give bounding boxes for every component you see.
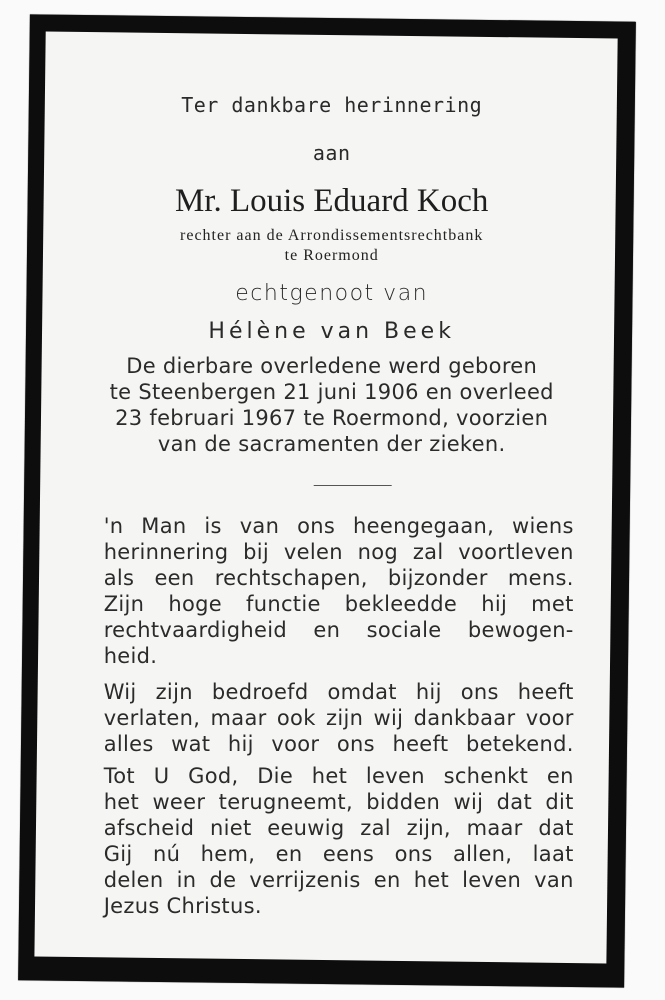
paragraph-line: Tot U God, Die het leven schenkt en (103, 764, 574, 789)
paragraph-line: 'n Man is van ons heengegaan, wiens (103, 514, 574, 539)
card-inner-panel (34, 32, 617, 964)
paragraph-line: Wij zijn bedroefd omdat hij ons heeft (103, 680, 574, 705)
spouse-name: Hélène van Beek (208, 319, 455, 345)
biography-line: 23 februari 1967 te Roermond, voorzien (115, 406, 549, 431)
paragraph-line: delen in de verrijzenis en het leven van (103, 868, 574, 893)
preposition: aan (312, 141, 351, 166)
paragraph-line: Jezus Christus. (103, 894, 262, 919)
paragraph-line: verlaten, maar ook zijn wij dankbaar voor (103, 706, 574, 731)
paragraph-sorrow (104, 679, 574, 757)
heading: Ter dankbare herinnering (181, 93, 483, 118)
paragraph-line: Gij nú hem, en eens ons allen, laat (103, 842, 574, 867)
paragraph-tribute (104, 513, 574, 669)
paragraph-line: als een rechtschapen, bijzonder mens. (103, 566, 574, 591)
paragraph-line: herinnering bij velen nog zal voortleven (103, 540, 574, 565)
biography-line: van de sacramenten der zieken. (157, 432, 506, 457)
paragraph-line: rechtvaardigheid en sociale bewogen- (103, 618, 574, 643)
paragraph-line: heid. (103, 644, 158, 669)
paragraph-line: alles wat hij voor ons heeft betekend. (103, 732, 574, 757)
divider (314, 485, 392, 486)
paragraph-line: het weer terugneemt, bidden wij dat dit (103, 790, 574, 815)
deceased-name: Mr. Louis Eduard Koch (174, 183, 489, 220)
paragraph-prayer (104, 763, 574, 919)
spouse-intro: echtgenoot van (235, 281, 429, 307)
title-line-1: rechter aan de Arrondissementsrechtbank (180, 227, 484, 245)
title-line-2: te Roermond (284, 247, 379, 265)
biography (46, 353, 618, 457)
memorial-card (18, 14, 636, 987)
paragraph-line: Zijn hoge functie bekleedde hij met (103, 592, 574, 617)
biography-line: De dierbare overledene werd geboren (126, 354, 538, 379)
biography-line: te Steenbergen 21 juni 1906 en overleed (109, 380, 554, 405)
paragraph-line: afscheid niet eeuwig zal zijn, maar dat (103, 816, 574, 841)
